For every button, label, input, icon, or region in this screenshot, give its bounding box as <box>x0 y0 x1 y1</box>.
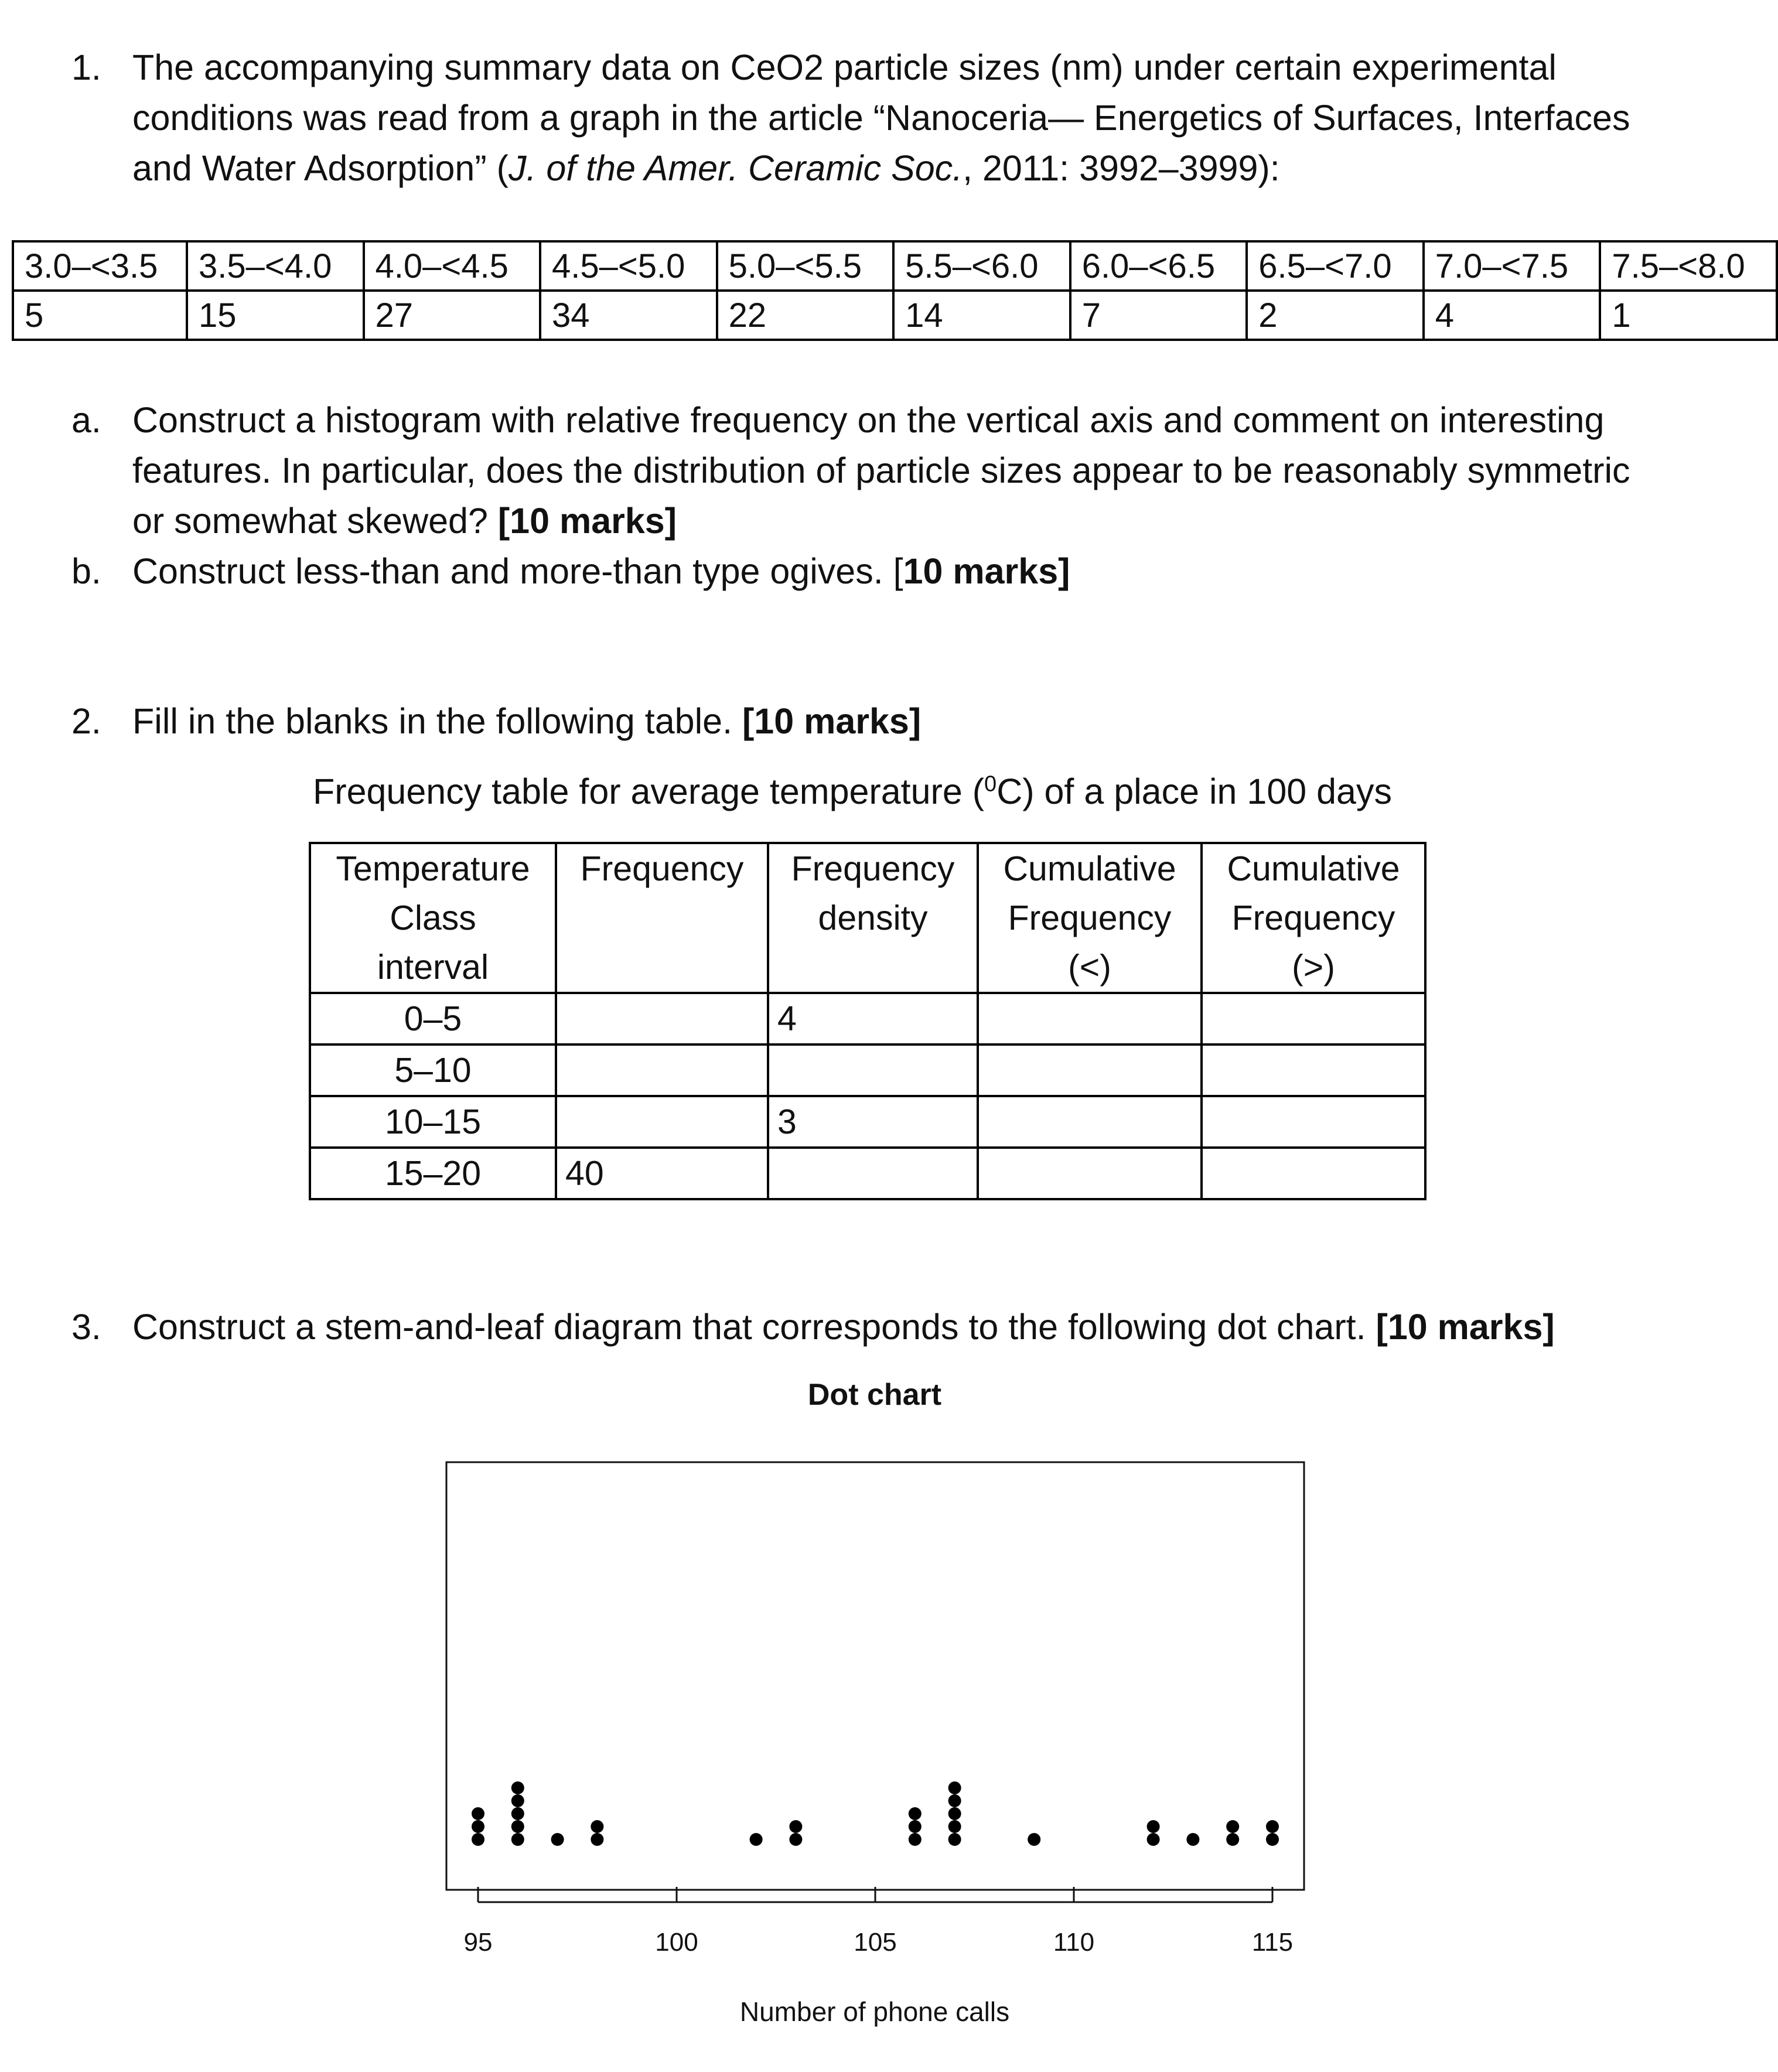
header-line: (<) <box>1068 948 1111 986</box>
value-cell: 40 <box>556 1148 768 1199</box>
class-cell: 4.0–<4.5 <box>364 241 541 291</box>
class-cell: 6.5–<7.0 <box>1247 241 1424 291</box>
question-1-line-3: and Water Adsorption” (J. of the Amer. Ceramic Soc., 2011: 3992–3999): <box>132 148 1280 188</box>
dot-point <box>511 1807 524 1820</box>
question-3-number: 3. <box>71 1307 101 1347</box>
dot-point <box>750 1833 763 1846</box>
value-cell <box>768 1044 978 1096</box>
value-cell <box>1202 1148 1425 1199</box>
dot-point <box>472 1833 484 1846</box>
temperature-table-caption: Frequency table for average temperature ($^0$C) of a place in 100 days <box>313 772 1392 811</box>
value-cell <box>1202 993 1425 1044</box>
dot-point <box>909 1807 922 1820</box>
question-1a-label: a. <box>71 400 101 440</box>
header-cell <box>310 843 556 993</box>
dot-point <box>1028 1833 1040 1846</box>
dot-point <box>948 1794 961 1807</box>
class-cell: 7.5–<8.0 <box>1600 241 1777 291</box>
question-2-marks: [10 marks] <box>742 701 922 741</box>
dot-point <box>948 1781 961 1794</box>
header-cell <box>556 843 768 993</box>
x-tick-label: 115 <box>1251 1928 1294 1957</box>
value-cell <box>978 1148 1202 1199</box>
header-cell <box>768 843 978 993</box>
journal-name: J. of the Amer. Ceramic Soc. <box>508 148 963 188</box>
question-1-line-2: conditions was read from a graph in the article “Nanoceria— Energetics of Surfaces, Interfaces <box>132 98 1630 138</box>
dot-point <box>1226 1820 1239 1833</box>
class-cell: 5.5–<6.0 <box>893 241 1070 291</box>
chart-title: Dot chart <box>807 1378 942 1412</box>
dot-point <box>789 1820 802 1833</box>
table-row <box>310 993 1425 1044</box>
header-line: Frequency <box>580 849 744 888</box>
question-2-number: 2. <box>71 701 101 741</box>
frequency-cell: 27 <box>364 291 541 340</box>
question-3-line: Construct a stem-and-leaf diagram that corresponds to the following dot chart. [10 marks] <box>132 1307 1555 1347</box>
class-cell: 3.5–<4.0 <box>187 241 364 291</box>
dot-point <box>511 1820 524 1833</box>
table-row <box>310 1044 1425 1096</box>
header-cell <box>1202 843 1425 993</box>
dot-chart <box>0 1359 1778 2072</box>
class-cell: 4.5–<5.0 <box>540 241 717 291</box>
value-cell: 4 <box>768 993 978 1044</box>
temperature-table-header-row <box>310 843 1425 993</box>
particle-size-frequency-row <box>13 291 1777 340</box>
header-line: Frequency <box>791 849 955 888</box>
dot-point <box>789 1833 802 1846</box>
x-axis-label: Number of phone calls <box>739 1996 1010 2027</box>
header-line: Class <box>390 899 476 937</box>
dot-point <box>591 1833 603 1846</box>
header-line: density <box>818 899 928 937</box>
dot-point <box>1147 1820 1160 1833</box>
value-cell: 3 <box>768 1096 978 1148</box>
value-cell <box>978 1096 1202 1148</box>
dot-point <box>511 1794 524 1807</box>
question-1a-line-3: or somewhat skewed? [10 marks] <box>132 501 677 541</box>
class-interval-cell: 0–5 <box>310 993 556 1044</box>
question-1b-marks: 10 marks] <box>903 551 1070 591</box>
plot-frame <box>446 1462 1304 1890</box>
dot-point <box>1147 1833 1160 1846</box>
frequency-cell: 7 <box>1070 291 1247 340</box>
dot-point <box>551 1833 564 1846</box>
header-line: Cumulative <box>1227 849 1400 888</box>
header-line: interval <box>377 948 489 986</box>
dots <box>472 1781 1279 1846</box>
temperature-frequency-table <box>309 842 1427 1200</box>
value-cell <box>768 1148 978 1199</box>
value-cell <box>1202 1044 1425 1096</box>
question-2-line: Fill in the blanks in the following table. [10 marks] <box>132 701 922 741</box>
value-cell <box>556 1044 768 1096</box>
class-cell: 5.0–<5.5 <box>717 241 894 291</box>
table-row <box>310 1148 1425 1199</box>
dot-point <box>909 1833 922 1846</box>
table-row <box>310 1096 1425 1148</box>
particle-size-classes-row <box>13 241 1777 291</box>
value-cell <box>1202 1096 1425 1148</box>
value-cell <box>978 1044 1202 1096</box>
dot-point <box>1266 1833 1279 1846</box>
frequency-cell: 14 <box>893 291 1070 340</box>
question-3-marks: [10 marks] <box>1376 1307 1555 1347</box>
header-line: Frequency <box>1008 899 1172 937</box>
frequency-cell: 5 <box>13 291 187 340</box>
question-1-number: 1. <box>71 47 101 87</box>
x-tick-label: 100 <box>655 1928 698 1957</box>
question-1a-marks: [10 marks] <box>497 501 677 541</box>
dot-point <box>591 1820 603 1833</box>
dot-point <box>472 1807 484 1820</box>
question-1b-line: Construct less-than and more-than type ogives. [10 marks] <box>132 551 1070 591</box>
dot-point <box>948 1820 961 1833</box>
x-axis <box>464 1887 1294 1957</box>
particle-size-table <box>12 240 1778 341</box>
question-1-line-1: The accompanying summary data on CeO2 particle sizes (nm) under certain experimental <box>132 47 1557 87</box>
frequency-cell: 22 <box>717 291 894 340</box>
class-interval-cell: 5–10 <box>310 1044 556 1096</box>
question-1a-line-1: Construct a histogram with relative frequency on the vertical axis and comment on interesting <box>132 400 1605 440</box>
dot-point <box>909 1820 922 1833</box>
dot-point <box>1186 1833 1199 1846</box>
class-interval-cell: 10–15 <box>310 1096 556 1148</box>
header-line: Temperature <box>336 849 530 888</box>
frequency-cell: 15 <box>187 291 364 340</box>
question-1a-line-2: features. In particular, does the distribution of particle sizes appear to be reasonably symmetric <box>132 450 1630 490</box>
x-tick-label: 110 <box>1053 1928 1095 1957</box>
frequency-cell: 1 <box>1600 291 1777 340</box>
frequency-cell: 4 <box>1424 291 1600 340</box>
header-line: Frequency <box>1231 899 1395 937</box>
value-cell <box>556 1096 768 1148</box>
header-line: Cumulative <box>1003 849 1176 888</box>
temperature-table-body <box>310 993 1425 1199</box>
dot-point <box>948 1833 961 1846</box>
header-line: (>) <box>1292 948 1335 986</box>
value-cell <box>556 993 768 1044</box>
dot-point <box>511 1833 524 1846</box>
dot-point <box>511 1781 524 1794</box>
dot-point <box>1226 1833 1239 1846</box>
frequency-cell: 34 <box>540 291 717 340</box>
value-cell <box>978 993 1202 1044</box>
class-cell: 3.0–<3.5 <box>13 241 187 291</box>
particle-size-table-wrapper <box>0 0 1778 410</box>
question-1b-label: b. <box>71 551 101 591</box>
dot-point <box>948 1807 961 1820</box>
class-cell: 7.0–<7.5 <box>1424 241 1600 291</box>
x-tick-label: 95 <box>463 1928 493 1957</box>
x-tick-label: 105 <box>854 1928 897 1957</box>
header-cell <box>978 843 1202 993</box>
dot-point <box>472 1820 484 1833</box>
class-interval-cell: 15–20 <box>310 1148 556 1199</box>
dot-point <box>1266 1820 1279 1833</box>
frequency-cell: 2 <box>1247 291 1424 340</box>
class-cell: 6.0–<6.5 <box>1070 241 1247 291</box>
